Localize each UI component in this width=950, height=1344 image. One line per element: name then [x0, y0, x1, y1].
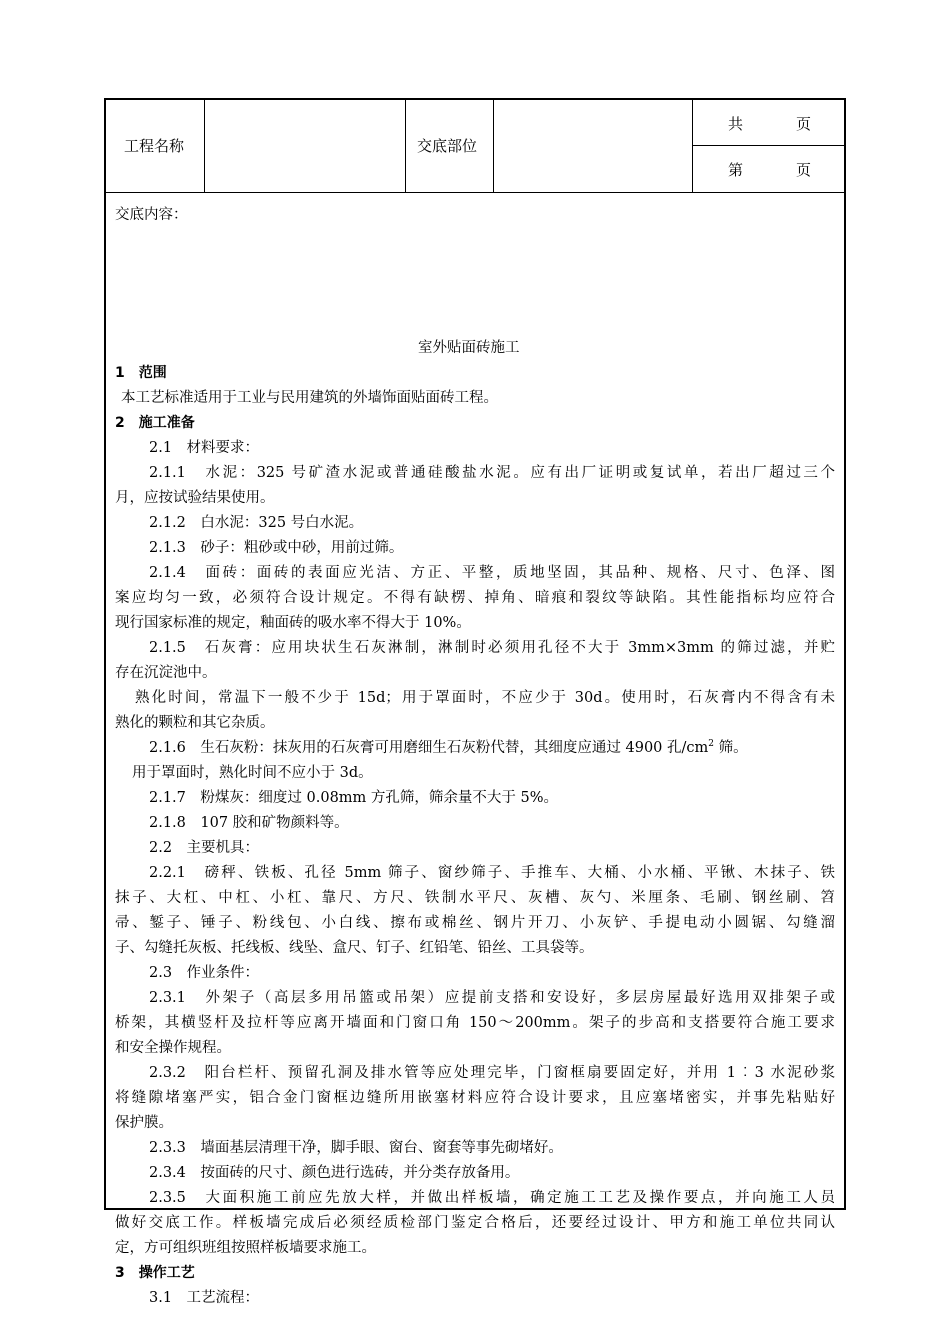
- paragraph-line: 存在沉淀池中。: [115, 665, 217, 681]
- subsection-heading: 2.3 作业条件：: [149, 965, 260, 981]
- paragraph-line: 2.3.3 墙面基层清理干净，脚手眼、窗台、窗套等事先砌堵好。: [149, 1140, 563, 1156]
- header-table: [106, 100, 844, 193]
- section-heading: 2 施工准备: [115, 415, 195, 431]
- paragraph-line: 2.1.5 石灰膏：应用块状生石灰淋制，淋制时必须用孔径不大于 3mm×3mm 的筛过滤，并贮: [149, 640, 835, 656]
- project-name-value: [205, 100, 405, 192]
- paragraph-text: 2.1.6 生石灰粉：抹灰用的石灰膏可用磨细生石灰粉代替，其细度应通过 4900 孔/cm: [149, 740, 709, 756]
- paragraph-line: 2.1.2 白水泥：325 号白水泥。: [149, 515, 364, 531]
- paragraph-line: 定，方可组织班组按照样板墙要求施工。: [115, 1240, 376, 1256]
- subsection-heading: 2.1 材料要求：: [149, 440, 260, 456]
- paragraph-line: 2.1.3 砂子：粗砂或中砂，用前过筛。: [149, 540, 404, 556]
- paragraph-line: 2.2.1 磅秤、铁板、孔径 5mm 筛子、窗纱筛子、手推车、大桶、小水桶、平锹、木抹子、铁: [149, 865, 835, 881]
- subsection-heading: 2.2 主要机具：: [149, 840, 260, 856]
- paragraph-line: 帚、錾子、锤子、粉线包、小白线、擦布或棉丝、钢片开刀、小灰铲、手提电动小圆锯、勾缝溜: [115, 915, 835, 931]
- paragraph-line: 和安全操作规程。: [115, 1040, 231, 1056]
- paragraph-line: 2.1.1 水泥：325 号矿渣水泥或普通硅酸盐水泥。应有出厂证明或复试单，若出厂超过三个: [149, 465, 835, 481]
- form-frame: [104, 98, 846, 1306]
- paragraph-line: 2.3.4 按面砖的尺寸、颜色进行选砖，并分类存放备用。: [149, 1165, 520, 1181]
- header-divider: [692, 100, 693, 192]
- subsection-heading: 3.1 工艺流程：: [149, 1290, 260, 1306]
- paragraph-line: 做好交底工作。样板墙完成后必须经质检部门鉴定合格后，还要经过设计、甲方和施工单位共同认: [115, 1215, 835, 1231]
- header-divider: [405, 100, 406, 192]
- total-pages-unit: 页: [796, 115, 812, 133]
- section-heading: 3 操作工艺: [115, 1265, 195, 1281]
- paragraph-line: 现行国家标准的规定，釉面砖的吸水率不得大于 10%。: [115, 615, 471, 631]
- section-heading: 1 范围: [115, 365, 167, 381]
- paragraph-line: 2.3.1 外架子（高层多用吊篮或吊架）应提前支搭和安设好，多层房屋最好选用双排架子或: [149, 990, 835, 1006]
- paragraph-line: [149, 738, 748, 758]
- paragraph-line: 保护膜。: [115, 1115, 173, 1131]
- paragraph-line: 2.3.5 大面积施工前应先放大样，并做出样板墙，确定施工工艺及操作要点，并向施工人员: [149, 1190, 835, 1206]
- paragraph-line: 案应均匀一致，必须符合设计规定。不得有缺楞、掉角、暗痕和裂纹等缺陷。其性能指标均应符合: [115, 590, 835, 606]
- handover-part-value: [494, 100, 692, 192]
- paragraph-line: 2.1.7 粉煤灰：细度过 0.08mm 方孔筛，筛余量不大于 5%。: [149, 790, 559, 806]
- handover-part-label: 交底部位: [417, 137, 478, 155]
- paragraph-line: 熟化时间，常温下一般不少于 15d；用于罩面时，不应少于 30d。使用时，石灰膏内不得含有未: [135, 690, 835, 706]
- document-title: 室外贴面砖施工: [418, 340, 520, 356]
- paragraph-line: 将缝隙堵塞严实，铝合金门窗框边缝所用嵌塞材料应符合设计要求，且应塞堵密实，并事先粘贴好: [115, 1090, 835, 1106]
- paragraph-line: 用于罩面时，熟化时间不应小于 3d。: [132, 765, 373, 781]
- content-intro: 交底内容：: [115, 207, 188, 223]
- paragraph-line: 本工艺标准适用于工业与民用建筑的外墙饰面贴面砖工程。: [121, 390, 498, 406]
- paragraph-line: 子、勾缝托灰板、托线板、线坠、盒尺、钉子、红铅笔、铅丝、工具袋等。: [115, 940, 594, 956]
- paragraph-line: 桥架，其横竖杆及拉杆等应离开墙面和门窗口角 150～200mm。架子的步高和支搭要符合施工要求: [115, 1015, 835, 1031]
- paragraph-text: 筛。: [714, 740, 748, 756]
- paragraph-line: 2.3.2 阳台栏杆、预留孔洞及排水管等应处理完毕，门窗框扇要固定好，并用 1︰3 水泥砂浆: [149, 1065, 835, 1081]
- page-number-label: 第: [728, 161, 744, 179]
- paragraph-line: 2.1.8 107 胶和矿物颜料等。: [149, 815, 349, 831]
- paragraph-line: 2.1.4 面砖：面砖的表面应光洁、方正、平整，质地坚固，其品种、规格、尺寸、色泽、图: [149, 565, 835, 581]
- header-divider: [692, 145, 844, 146]
- paragraph-line: 抹子、大杠、中杠、小杠、靠尺、方尺、铁制水平尺、灰槽、灰勺、米厘条、毛刷、钢丝刷、笤: [115, 890, 835, 906]
- project-name-label: 工程名称: [124, 137, 185, 155]
- paragraph-line: 熟化的颗粒和其它杂质。: [115, 715, 275, 731]
- total-pages-label: 共: [728, 115, 744, 133]
- superscript: 2: [708, 739, 715, 750]
- paragraph-line: 月，应按试验结果使用。: [115, 490, 275, 506]
- page-number-unit: 页: [796, 161, 812, 179]
